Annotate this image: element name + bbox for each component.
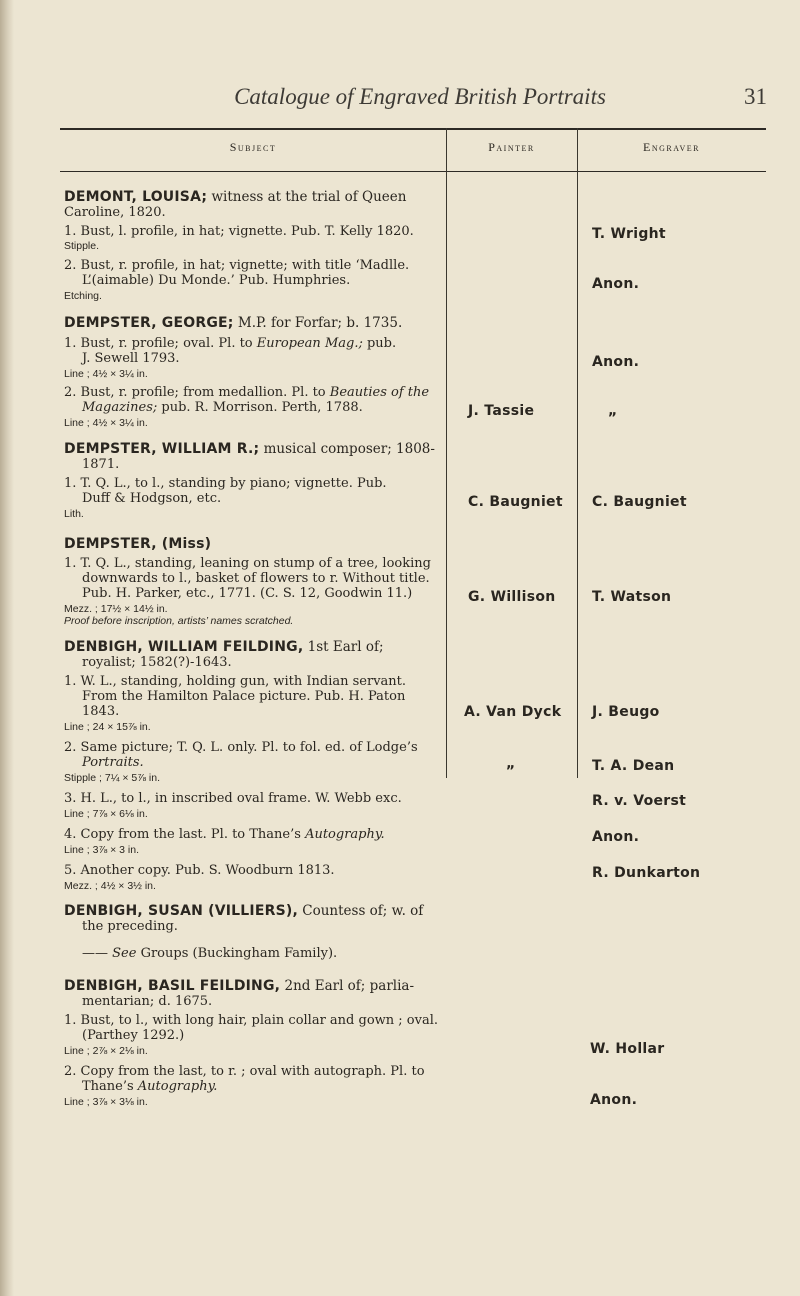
engraver-name: W. Hollar — [590, 1041, 665, 1057]
sitter-description: witness at the trial of Queen — [207, 189, 407, 205]
painter-ditto-mark: „ — [506, 756, 516, 772]
item-description-cont: Duff & Hodgson, etc. — [82, 491, 222, 506]
engraver-name: R. Dunkarton — [592, 865, 701, 881]
item-description-cont: From the Hamilton Palace picture. Pub. H. Paton — [82, 689, 406, 704]
item-description: 1. Bust, r. profile; oval. Pl. to European Mag.; pub. — [64, 336, 397, 351]
entry-heading — [64, 640, 440, 655]
table-header-rule — [60, 171, 766, 172]
engraver-name: Anon. — [592, 829, 640, 845]
item-dimensions: Stipple ; 7¼ × 5⅞ in. — [64, 772, 161, 784]
sitter-description-cont: 1871. — [82, 457, 120, 472]
item-dimensions: Line ; 3⅞ × 3⅛ in. — [64, 1096, 148, 1108]
column-divider — [577, 128, 578, 778]
sitter-description-cont: the preceding. — [82, 919, 178, 934]
sitter-name: DEMPSTER, (Miss) — [64, 536, 212, 552]
engraver-name: T. Watson — [592, 589, 672, 605]
sitter-name: DEMONT, LOUISA; — [64, 189, 208, 205]
sitter-description: M.P. for Forfar; b. 1735. — [233, 315, 403, 331]
sitter-description: musical composer; 1808- — [259, 441, 435, 457]
table-top-rule — [60, 128, 766, 130]
item-dimensions: Mezz. ; 17½ × 14½ in. — [64, 603, 168, 615]
page-number: 31 — [744, 84, 767, 109]
painter-name: C. Baugniet — [468, 494, 563, 510]
cross-reference: —— See Groups (Buckingham Family). — [82, 946, 338, 961]
item-description: 3. H. L., to l., in inscribed oval frame. W. Webb exc. — [64, 791, 402, 806]
item-dimensions: Line ; 4½ × 3¼ in. — [64, 368, 148, 380]
item-description-cont: L’(aimable) Du Monde.’ Pub. Humphries. — [82, 273, 351, 288]
item-dimensions: Line ; 7⅞ × 6⅛ in. — [64, 808, 148, 820]
item-description-cont: (Parthey 1292.) — [82, 1028, 185, 1043]
entry-heading — [64, 442, 440, 457]
engraver-name: Anon. — [592, 354, 640, 370]
sitter-description-cont: Caroline, 1820. — [64, 205, 166, 220]
item-description: 1. Bust, l. profile, in hat; vignette. Pub. T. Kelly 1820. — [64, 224, 414, 239]
engraver-name: C. Baugniet — [592, 494, 687, 510]
entry-heading — [64, 190, 440, 205]
entry-heading — [64, 537, 440, 552]
engraver-name: J. Beugo — [592, 704, 660, 720]
page-binding-edge — [0, 0, 14, 1296]
item-description: 1. T. Q. L., to l., standing by piano; vignette. Pub. — [64, 476, 387, 491]
item-description: 1. W. L., standing, holding gun, with Indian servant. — [64, 674, 407, 689]
item-description: 4. Copy from the last. Pl. to Thane’s Autography. — [64, 827, 385, 842]
item-description: 2. Copy from the last, to r. ; oval with autograph. Pl. to — [64, 1064, 425, 1079]
item-process: Stipple. — [64, 240, 100, 252]
painter-name: G. Willison — [468, 589, 556, 605]
engraver-ditto-mark: „ — [608, 403, 618, 419]
item-description-cont: Portraits. — [82, 755, 144, 770]
sitter-name: DENBIGH, SUSAN (VILLIERS), — [64, 903, 298, 919]
entry-heading — [64, 904, 440, 919]
entry-heading — [64, 316, 440, 331]
sitter-description: 2nd Earl of; parlia- — [280, 978, 415, 994]
item-process: Lith. — [64, 508, 84, 520]
engraver-name: R. v. Voerst — [592, 793, 687, 809]
item-dimensions: Line ; 2⅞ × 2⅛ in. — [64, 1045, 148, 1057]
item-description: 2. Bust, r. profile, in hat; vignette; with title ‘Madlle. — [64, 258, 410, 273]
item-description-cont: Thane’s Autography. — [82, 1079, 218, 1094]
entry-heading — [64, 979, 440, 994]
sitter-name: DENBIGH, BASIL FEILDING, — [64, 978, 281, 994]
item-dimensions: Line ; 3⅞ × 3 in. — [64, 844, 140, 856]
column-header-painter: Painter — [488, 140, 535, 154]
engraver-name: Anon. — [592, 276, 640, 292]
painter-name: J. Tassie — [468, 403, 535, 419]
sitter-description-cont: royalist; 1582(?)-1643. — [82, 655, 232, 670]
engraver-name: Anon. — [590, 1092, 638, 1108]
item-description-cont: J. Sewell 1793. — [82, 351, 180, 366]
item-dimensions: Mezz. ; 4½ × 3½ in. — [64, 880, 156, 892]
item-dimensions: Line ; 24 × 15⅞ in. — [64, 721, 151, 733]
item-description-cont: downwards to l., basket of flowers to r. Without title. — [82, 571, 430, 586]
sitter-description-cont: mentarian; d. 1675. — [82, 994, 213, 1009]
item-description-cont: Pub. H. Parker, etc., 1771. (C. S. 12, Goodwin 11.) — [82, 586, 413, 601]
engraver-name: T. Wright — [592, 226, 666, 242]
sitter-name: DENBIGH, WILLIAM FEILDING, — [64, 639, 304, 655]
item-description-cont: 1843. — [82, 704, 120, 719]
column-header-subject: Subject — [229, 140, 277, 154]
sitter-description: 1st Earl of; — [303, 639, 384, 655]
engraver-name: T. A. Dean — [592, 758, 675, 774]
column-divider — [446, 128, 447, 778]
running-title: Catalogue of Engraved British Portraits — [234, 84, 606, 109]
item-description: 1. T. Q. L., standing, leaning on stump of a tree, looking — [64, 556, 431, 571]
item-description: 2. Bust, r. profile; from medallion. Pl. to Beauties of the — [64, 385, 430, 400]
sitter-name: DEMPSTER, WILLIAM R.; — [64, 441, 260, 457]
item-note: Proof before inscription, artists’ names scratched. — [64, 615, 294, 627]
item-process: Etching. — [64, 290, 102, 302]
column-header-engraver: Engraver — [643, 140, 700, 154]
item-description: 5. Another copy. Pub. S. Woodburn 1813. — [64, 863, 335, 878]
item-dimensions: Line ; 4½ × 3¼ in. — [64, 417, 148, 429]
item-description: 1. Bust, to l., with long hair, plain collar and gown ; oval. — [64, 1013, 439, 1028]
item-description-cont: Magazines; pub. R. Morrison. Perth, 1788. — [82, 400, 363, 415]
sitter-name: DEMPSTER, GEORGE; — [64, 315, 234, 331]
painter-name: A. Van Dyck — [464, 704, 562, 720]
item-description: 2. Same picture; T. Q. L. only. Pl. to fol. ed. of Lodge’s — [64, 740, 418, 755]
sitter-description: Countess of; w. of — [297, 903, 424, 919]
page-header — [0, 84, 800, 114]
